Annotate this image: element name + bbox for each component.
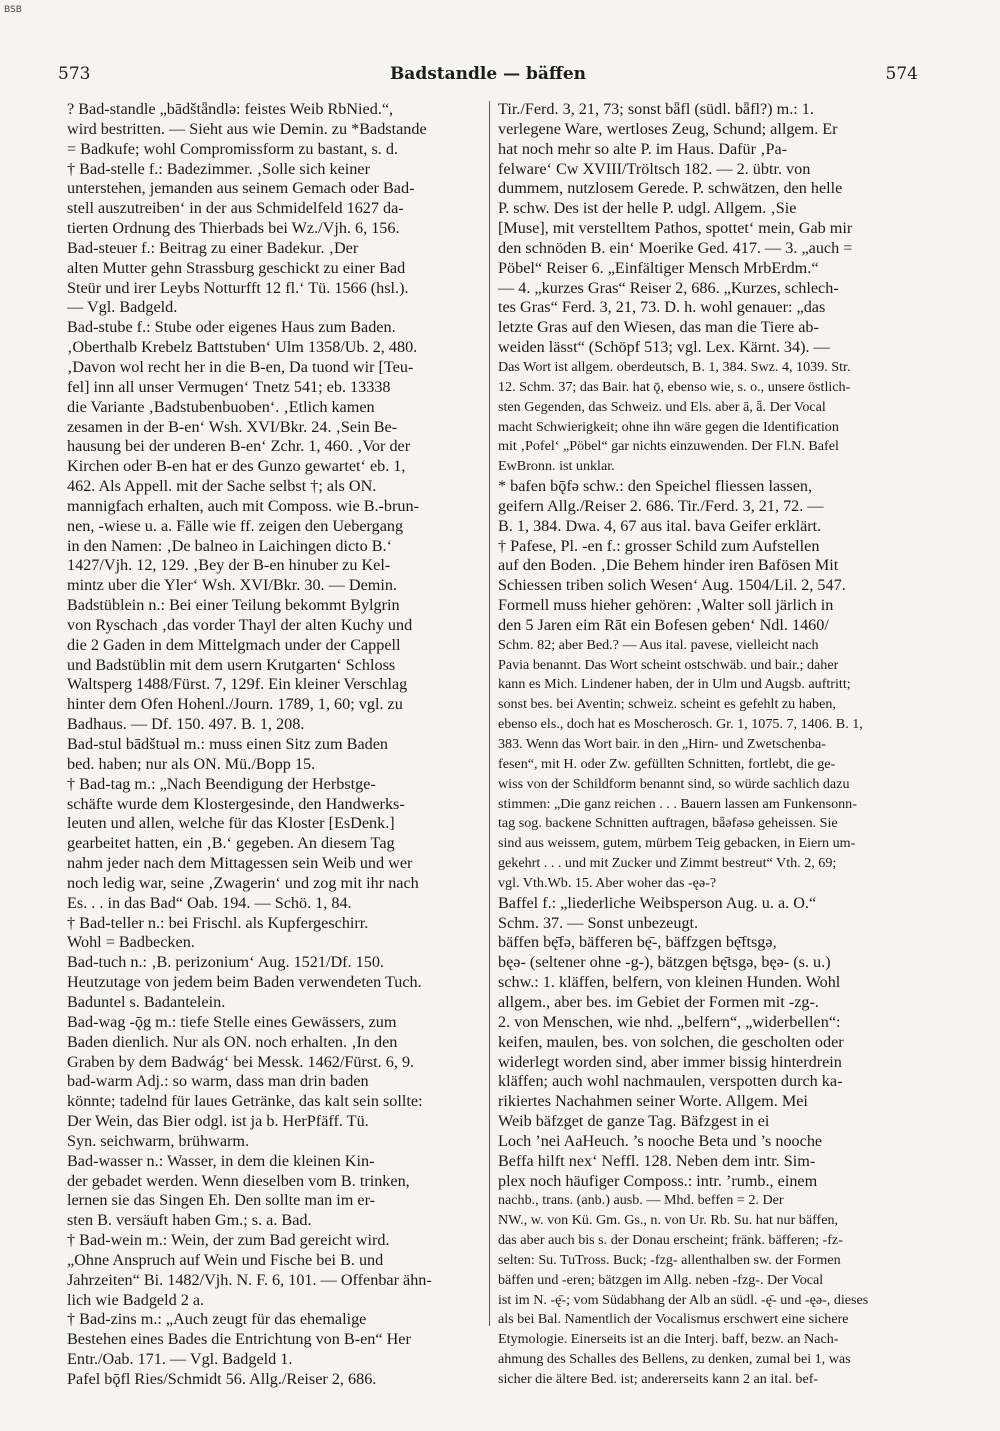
right-text-line: keifen, maulen, bes. von solchen, die gescholten oder — [498, 1032, 844, 1051]
left-page-number: 573 — [58, 64, 91, 84]
right-text-line: tag sog. backene Schnitten auftragen, bǟəfəsə geheissen. Sie — [498, 815, 838, 832]
right-text-line: dummem, nutzlosem Gerede. P. schwätzen, den helle — [498, 179, 843, 198]
right-text-line: das aber auch bis s. der Donau erscheint; fränk. bäfferen; -fz- — [498, 1232, 843, 1249]
right-text-line: mit ‚Pofel‘ „Pöbel“ gar nichts einzuwenden. Der Fl.N. Bafel — [498, 438, 839, 455]
left-text-line: Baduntel s. Badantelein. — [67, 992, 226, 1011]
left-column — [67, 100, 489, 1390]
left-text-line: schäfte wurde dem Klostergesinde, den Handwerks- — [67, 794, 405, 813]
left-text-line: Bad-stube f.: Stube oder eigenes Haus zum Baden. — [67, 318, 396, 337]
left-text-line: lich wie Badgeld 2 a. — [67, 1290, 205, 1309]
right-text-line: schw.: 1. kläffen, belfern, von kleinen Hunden. Wohl — [498, 973, 841, 992]
left-text-line: 462. Als Appell. mit der Sache selbst †; als ON. — [67, 477, 377, 496]
right-text-line: Baffel f.: „liederliche Weibsperson Aug. u. a. O.“ — [498, 893, 817, 912]
right-text-line: weiden lässt“ (Schöpf 513; vgl. Lex. Kärnt. 34). — — [498, 338, 830, 357]
left-text-line: mintz uber die Yler‘ Wsh. XVI/Bkr. 30. — Demin. — [67, 576, 397, 595]
right-text-line: Schiessen triben solich Wesen‘ Aug. 1504/Lil. 2, 547. — [498, 576, 846, 595]
left-text-line: Badstüblein n.: Bei einer Teilung bekommt Bylgrin — [67, 596, 400, 615]
right-text-line: kann es Mich. Lindener haben, der in Ulm und Augsb. auftritt; — [498, 676, 851, 693]
right-text-line: [Muse], mit verstelltem Pathos, spottet‘ mein, Gab mir — [498, 219, 853, 238]
right-text-line: NW., w. von Kü. Gm. Gs., n. von Ur. Rb. Su. hat nur bäffen, — [498, 1212, 839, 1229]
right-text-line: ist im N. -ę̄-; vom Südabhang der Alb an südl. -ę̄- und -ęə-, dieses — [498, 1291, 869, 1308]
left-text-line: ‚Oberthalb Krebelz Battstuben‘ Ulm 1358/Ub. 2, 480. — [67, 338, 418, 357]
left-text-line: Graben by dem Badwág‘ bei Messk. 1462/Fürst. 6, 9. — [67, 1052, 415, 1071]
left-text-line: Steür und irer Leybs Notturfft 12 fl.‘ Tü. 1566 (hsl.). — [67, 278, 409, 297]
left-text-line: Entr./Oab. 171. — Vgl. Badgeld 1. — [67, 1350, 293, 1369]
right-text-line: bäffen bę̄fə, bäfferen bę̄-, bäffzgen bę̄ftsgə, — [498, 933, 777, 952]
library-stamp: BSB — [4, 5, 22, 15]
left-text-line: bed. haben; nur als ON. Mü./Bopp 15. — [67, 754, 316, 773]
left-text-line: Jahrzeiten“ Bi. 1482/Vjh. N. F. 6, 101. — Offenbar ähn- — [67, 1270, 432, 1289]
left-text-line: Bad-tuch n.: ‚B. perizonium‘ Aug. 1521/Df. 150. — [67, 953, 384, 972]
right-text-line: allgem., aber bes. im Gebiet der Formen mit -zg-. — [498, 992, 819, 1011]
left-text-line: in den Namen: ‚De balneo in Laichingen dicto B.‘ — [67, 536, 392, 555]
right-text-line: ahmung des Schalles des Bellens, zu denken, zumal bei 1, was — [498, 1351, 851, 1368]
right-column — [498, 100, 910, 1390]
right-text-line: EwBronn. ist unklar. — [498, 458, 615, 475]
left-text-line: lernen sie das Singen Eh. Den sollte man im er- — [67, 1191, 376, 1210]
right-text-line: ebenso els., doch hat es Moscherosch. Gr. 1, 1075. 7, 1406. B. 1, — [498, 716, 863, 733]
right-text-line: als bei Bal. Namentlich der Vocalismus erschwert eine sichere — [498, 1311, 849, 1328]
right-text-line: verlegene Ware, wertloses Zeug, Schund; allgem. Er — [498, 119, 838, 138]
right-text-line: wiss von der Schildform benannt sind, so würde sachlich dazu — [498, 775, 850, 792]
right-text-line: P. schw. Des ist der helle P. udgl. Allgem. ‚Sie — [498, 199, 797, 218]
left-text-line: Kirchen oder B-en hat er des Gunzo gewartet‘ eb. 1, — [67, 457, 406, 476]
left-text-line: Heutzutage von jedem beim Baden verwendeten Tuch. — [67, 973, 422, 992]
left-text-line: Bad-wasser n.: Wasser, in dem die kleinen Kin- — [67, 1151, 375, 1170]
left-text-line: Wohl = Badbecken. — [67, 933, 195, 952]
left-text-line: noch ledig war, seine ‚Zwagerin‘ und zog mit ihr nach — [67, 873, 419, 892]
right-text-line: 383. Wenn das Wort bair. in den „Hirn- und Zwetschenba- — [498, 736, 826, 752]
left-text-line: Bad-steuer f.: Beitrag zu einer Badekur. ‚Der — [67, 238, 359, 257]
left-text-line: wird bestritten. — Sieht aus wie Demin. zu *Badstande — [67, 119, 427, 138]
left-text-line: — Vgl. Badgeld. — [67, 298, 178, 317]
page-header — [58, 64, 918, 94]
right-text-line: B. 1, 384. Dwa. 4, 67 aus ital. bava Geifer erklärt. — [498, 516, 822, 535]
right-text-line: Pavia benannt. Das Wort scheint ostschwäb. und bair.; daher — [498, 656, 839, 673]
right-text-line: bęə- (seltener ohne -g-), bätzgen bę̄tsgə, bęə- (s. u.) — [498, 953, 831, 972]
left-text-line: Bad-stul bādštuəl m.: muss einen Sitz zum Baden — [67, 735, 389, 753]
left-text-line: die 2 Gaden in dem Mittelgmach under der Cappell — [67, 635, 401, 654]
left-text-line: leuten und allen, welche für das Kloster [EsDenk.] — [67, 814, 395, 833]
left-text-line: zesamen in der B-en‘ Wsh. XVI/Bkr. 24. ‚Sein Be- — [67, 417, 398, 436]
left-text-line: † Bad-wein m.: Wein, der zum Bad gereicht wird. — [67, 1231, 390, 1250]
left-text-line: von Ryschach ‚das vorder Thayl der alten Kuchy und — [67, 615, 413, 634]
right-text-line: gekehrt . . . und mit Zucker und Zimmt bestreut“ Vth. 2, 69; — [498, 855, 837, 872]
right-text-line: † Pafese, Pl. -en f.: grosser Schild zum Aufstellen — [498, 536, 820, 555]
left-text-line: ? Bad-standle „bādštǟndlə: feistes Weib RbNied.“, — [67, 100, 394, 118]
right-text-line: nachb., trans. (anb.) ausb. — Mhd. beffen = 2. Der — [498, 1192, 784, 1209]
left-text-line: der gebadet werden. Wenn dieselben vom B. trinken, — [67, 1171, 410, 1190]
left-text-line: bad-warm Adj.: so warm, dass man drin baden — [67, 1072, 369, 1091]
right-text-line: 2. von Menschen, wie nhd. „belfern“, „widerbellen“: — [498, 1012, 841, 1031]
right-text-line: auf den Boden. ‚Die Behem hinder iren Bafösen Mit — [498, 556, 839, 575]
right-text-line: macht Schwierigkeit; ohne ihn wäre gegen die Identification — [498, 418, 839, 435]
left-text-line: † Bad-tag m.: „Nach Beendigung der Herbstge- — [67, 774, 376, 793]
right-text-line: stimmen: „Die ganz reichen . . . Bauern lassen am Funkensonn- — [498, 795, 857, 812]
running-title: Badstandle — bäffen — [389, 64, 587, 84]
right-text-line: sonst bes. bei Aventin; schweiz. scheint es gefehlt zu haben, — [498, 696, 836, 713]
right-text-line: — 4. „kurzes Gras“ Reiser 2, 686. „Kurzes, schlech- — [498, 278, 839, 297]
left-text-line: und Badstüblin mit dem usern Krutgarten‘ Schloss — [67, 655, 396, 674]
left-text-line: stell auszutreiben‘ in der aus Schmidelfeld 1627 da- — [67, 199, 404, 218]
right-text-line: widerlegt worden sind, aber immer bissig hinterdrein — [498, 1052, 842, 1071]
left-text-line: ‚Davon wol recht her in die B-en, Da tuond wir [Teu- — [67, 357, 414, 376]
right-text-line: Beffa hilft nex‘ Neffl. 128. Neben dem intr. Sim- — [498, 1151, 816, 1170]
left-text-line: = Badkufe; wohl Compromissform zu bastant, s. d. — [67, 139, 399, 158]
left-text-line: Bad-wag -ǭg m.: tiefe Stelle eines Gewässers, zum — [67, 1012, 397, 1031]
right-text-line: vgl. Vth.Wb. 15. Aber woher das -ęə-? — [498, 874, 717, 891]
left-text-line: hinter dem Ofen Hohenl./Journ. 1789, 1, 60; vgl. zu — [67, 695, 403, 714]
right-text-line: fesen“, mit H. oder Zw. gefüllten Schnitten, fortlebt, die ge- — [498, 755, 836, 772]
right-text-line: Loch ’nei AaHeuch. ’s nooche Beta und ’s nooche — [498, 1131, 823, 1150]
right-text-line: sicher die ältere Bed. ist; andererseits kann 2 an ital. bef- — [498, 1371, 819, 1387]
right-text-line: selten: Su. TuTross. Buck; -fzg- allenthalben sw. der Formen — [498, 1251, 841, 1268]
left-text-line: tierten Ordnung des Thierbads bei Wz./Vjh. 6, 156. — [67, 219, 400, 238]
left-text-line: † Bad-stelle f.: Badezimmer. ‚Solle sich keiner — [67, 159, 370, 178]
right-text-line: rikiertes Nachahmen seiner Worte. Allgem. Mei — [498, 1092, 808, 1111]
column-divider — [489, 101, 490, 1326]
left-text-line: könnte; tadelnd für laues Getränke, das kalt sein sollte: — [67, 1092, 423, 1111]
left-text-line: nahm jeder nach dem Mittagessen sein Weib und wer — [67, 854, 413, 873]
left-text-line: Pafel bǭfl Ries/Schmidt 56. Allg./Reiser 2, 686. — [67, 1370, 377, 1388]
right-text-line: 12. Schm. 37; das Bair. hat ǭ, ebenso wie, s. o., unsere östlich- — [498, 378, 851, 395]
left-text-line: fel] inn all unser Vermugen‘ Tnetz 541; eb. 13338 — [67, 377, 391, 396]
right-text-line: geifern Allg./Reiser 2. 686. Tir./Ferd. 3, 21, 72. — — [498, 496, 824, 515]
right-text-line: Tir./Ferd. 3, 21, 73; sonst bǟfl (südl. bǟfl?) m.: 1. — [498, 100, 814, 118]
right-page-number: 574 — [885, 64, 918, 84]
left-text-line: alten Mutter gehn Strassburg geschickt zu einer Bad — [67, 258, 406, 277]
left-text-line: 1427/Vjh. 12, 129. ‚Bey der B-en hinuber zu Kel- — [67, 556, 391, 575]
right-text-line: den schnöden B. ein‘ Moerike Ged. 417. — 3. „auch = — [498, 238, 853, 257]
left-text-line: gearbeitet hatten, ein ‚B.‘ gegeben. An diesem Tag — [67, 834, 395, 853]
left-text-line: Bestehen eines Bades die Entrichtung von B-en“ Her — [67, 1330, 411, 1349]
right-text-line: hat noch mehr so alte P. im Haus. Dafür ‚Pa- — [498, 139, 788, 158]
right-text-line: Schm. 82; aber Bed.? — Aus ital. pavese, vielleicht nach — [498, 636, 819, 653]
right-text-line: tes Gras“ Ferd. 3, 21, 73. D. h. wohl genauer: „das — [498, 298, 826, 317]
right-text-line: Schm. 37. — Sonst unbezeugt. — [498, 913, 699, 932]
right-text-line: Formell muss hieher gehören: ‚Walter soll järlich in — [498, 596, 834, 615]
right-text-line: Das Wort ist allgem. oberdeutsch, B. 1, 384. Swz. 4, 1039. Str. — [498, 358, 851, 375]
left-text-line: Syn. seichwarm, brühwarm. — [67, 1131, 250, 1150]
right-text-line: kläffen; auch wohl nachmaulen, verspotten durch ka- — [498, 1072, 843, 1091]
left-text-line: „Ohne Anspruch auf Wein und Fische bei B. und — [67, 1250, 384, 1269]
right-text-line: Etymologie. Einerseits ist an die Interj. baff, bezw. an Nach- — [498, 1331, 839, 1348]
left-text-line: hausung bei der underen B-en‘ Zchr. 1, 460. ‚Vor der — [67, 437, 411, 456]
right-text-line: plex noch häufiger Composs.: intr. ’rumb., einem — [498, 1171, 818, 1190]
left-text-line: unterstehen, jemanden aus seinem Gemach oder Bad- — [67, 179, 415, 198]
left-text-line: Es. . . in das Bad“ Oab. 194. — Schö. 1, 84. — [67, 893, 352, 912]
right-text-line: felware‘ Cw XVIII/Tröltsch 182. — 2. übtr. von — [498, 159, 811, 178]
right-text-line: sten Gegenden, das Schweiz. und Els. aber ā, ǟ. Der Vocal — [498, 398, 826, 415]
left-text-line: † Bad-teller n.: bei Frischl. als Kupfergeschirr. — [67, 913, 369, 932]
right-text-line: sind aus weissem, gutem, mürbem Teig gebacken, in Eiern um- — [498, 835, 856, 852]
right-text-line: letzte Gras auf den Wiesen, das man die Tiere ab- — [498, 318, 819, 337]
right-text-line: * bafen bǭfə schw.: den Speichel fliessen lassen, — [498, 477, 813, 496]
right-text-line: Weib bäfzget de ganze Tag. Bäfzgest in ei — [498, 1112, 770, 1131]
left-text-line: sten B. versäuft haben Gm.; s. a. Bad. — [67, 1211, 312, 1230]
right-text-line: den 5 Jaren eim Rāt ein Bofesen geben‘ Ndl. 1460/ — [498, 615, 829, 634]
left-text-line: † Bad-zins m.: „Auch zeugt für das ehemalige — [67, 1310, 367, 1329]
left-text-line: nen, -wiese u. a. Fälle wie ff. zeigen den Uebergang — [67, 516, 404, 535]
left-text-line: Der Wein, das Bier odgl. ist ja b. HerPfäff. Tü. — [67, 1112, 369, 1131]
left-text-line: Baden dienlich. Nur als ON. noch erhalten. ‚In den — [67, 1032, 398, 1051]
left-text-line: die Variante ‚Badstubenbuoben‘. ‚Etlich kamen — [67, 397, 375, 416]
left-text-line: mannigfach erhalten, auch mit Composs. wie B.-brun- — [67, 496, 419, 515]
right-text-line: bäffen und -eren; bätzgen im Allg. neben -fzg-. Der Vocal — [498, 1271, 824, 1288]
left-text-line: Waltsperg 1488/Fürst. 7, 129f. Ein kleiner Verschlag — [67, 675, 408, 694]
right-text-line: Pöbel“ Reiser 6. „Einfältiger Mensch MrbErdm.“ — [498, 258, 819, 277]
left-text-line: Badhaus. — Df. 150. 497. B. 1, 208. — [67, 715, 305, 734]
